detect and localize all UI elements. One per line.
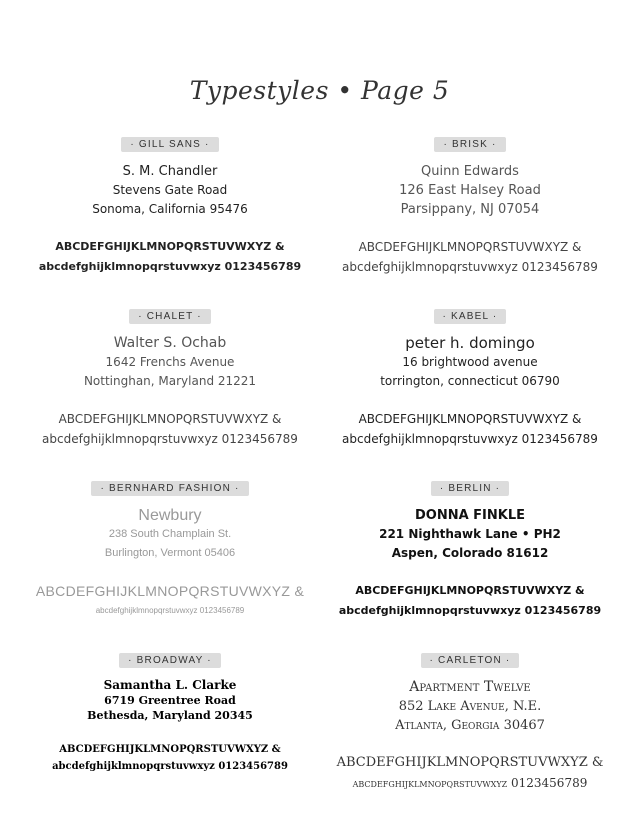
address-city: torrington, connecticut 06790 bbox=[380, 374, 560, 388]
uppercase-alphabet: ABCDEFGHIJKLMNOPQRSTUVWXYZ & bbox=[59, 744, 281, 755]
sample-address bbox=[20, 162, 320, 219]
specimen-kabel bbox=[320, 306, 620, 478]
address-street: 16 brightwood avenue bbox=[402, 355, 538, 369]
address-city: Parsippany, NJ 07054 bbox=[400, 202, 540, 217]
uppercase-alphabet: ABCDEFGHIJKLMNOPQRSTUVWXYZ & bbox=[58, 412, 282, 426]
address-name: Newbury bbox=[138, 507, 202, 524]
typeface-label: · GILL SANS · bbox=[121, 137, 218, 152]
address-street: 1642 Frenchs Avenue bbox=[105, 355, 235, 369]
address-name: Apartment Twelve bbox=[409, 679, 531, 695]
address-street: 238 South Champlain St. bbox=[108, 528, 232, 540]
address-city: Sonoma, California 95476 bbox=[92, 202, 248, 216]
address-name: Walter S. Ochab bbox=[113, 335, 227, 351]
page-title: Typestyles • Page 5 bbox=[189, 76, 450, 105]
address-street: 6719 Greentree Road bbox=[104, 694, 236, 707]
typeface-label: · KABEL · bbox=[434, 309, 507, 324]
uppercase-alphabet: ABCDEFGHIJKLMNOPQRSTUVWXYZ & bbox=[355, 584, 585, 597]
address-name: Quinn Edwards bbox=[421, 164, 519, 179]
address-city: Bethesda, Maryland 20345 bbox=[87, 709, 253, 722]
address-street: 126 East Halsey Road bbox=[399, 183, 541, 198]
uppercase-alphabet: ABCDEFGHIJKLMNOPQRSTUVWXYZ & bbox=[358, 412, 582, 426]
sample-address bbox=[320, 162, 620, 219]
lowercase-alphabet: abcdefghijklmnopqrstuvwxyz 0123456789 bbox=[342, 432, 598, 446]
lowercase-alphabet: abcdefghijklmnopqrstuvwxyz 0123456789 bbox=[352, 776, 588, 790]
typeface-label: · BROADWAY · bbox=[119, 653, 221, 668]
address-name: peter h. domingo bbox=[405, 334, 535, 352]
specimen-brisk bbox=[320, 134, 620, 306]
uppercase-alphabet: ABCDEFGHIJKLMNOPQRSTUVWXYZ & bbox=[336, 755, 604, 770]
uppercase-alphabet: ABCDEFGHIJKLMNOPQRSTUVWXYZ & bbox=[358, 240, 582, 254]
lowercase-alphabet: abcdefghijklmnopqrstuvwxyz 0123456789 bbox=[95, 606, 245, 615]
specimen-bernhard-fashion bbox=[20, 478, 320, 650]
alphabet-sample bbox=[320, 581, 620, 621]
lowercase-alphabet: abcdefghijklmnopqrstuvwxyz 0123456789 bbox=[338, 604, 602, 617]
address-city: Aspen, Colorado 81612 bbox=[391, 546, 549, 560]
sample-address bbox=[20, 506, 320, 563]
alphabet-sample bbox=[20, 237, 320, 277]
specimen-gill-sans bbox=[20, 134, 320, 306]
address-street: 221 Nighthawk Lane • PH2 bbox=[379, 527, 561, 541]
typeface-label: · CARLETON · bbox=[421, 653, 520, 668]
alphabet-sample bbox=[320, 237, 620, 277]
alphabet-sample bbox=[20, 409, 320, 449]
address-street: 852 Lake Avenue, N.E. bbox=[398, 699, 542, 714]
typeface-label: · BERLIN · bbox=[431, 481, 509, 496]
uppercase-alphabet: ABCDEFGHIJKLMNOPQRSTUVWXYZ & bbox=[35, 583, 305, 599]
typeface-label: · BERNHARD FASHION · bbox=[91, 481, 248, 496]
lowercase-alphabet: abcdefghijklmnopqrstuvwxyz 0123456789 bbox=[42, 432, 298, 446]
alphabet-sample bbox=[320, 753, 620, 793]
typeface-label: · CHALET · bbox=[129, 309, 211, 324]
address-street: Stevens Gate Road bbox=[112, 183, 228, 197]
address-city: Burlington, Vermont 05406 bbox=[104, 547, 236, 559]
alphabet-sample bbox=[20, 581, 320, 621]
specimen-berlin bbox=[320, 478, 620, 650]
address-name: DONNA FINKLE bbox=[414, 508, 526, 523]
sample-address bbox=[320, 334, 620, 391]
alphabet-sample bbox=[320, 409, 620, 449]
sample-address bbox=[320, 506, 620, 563]
specimen-broadway bbox=[20, 650, 320, 822]
address-name: S. M. Chandler bbox=[122, 164, 218, 179]
specimen-carleton bbox=[320, 650, 620, 822]
sample-address bbox=[20, 334, 320, 391]
lowercase-alphabet: abcdefghijklmnopqrstuvwxyz 0123456789 bbox=[342, 260, 598, 274]
sample-address bbox=[320, 678, 620, 735]
alphabet-sample bbox=[20, 741, 320, 775]
lowercase-alphabet: abcdefghijklmnopqrstuvwxyz 0123456789 bbox=[52, 761, 288, 772]
lowercase-alphabet: abcdefghijklmnopqrstuvwxyz 0123456789 bbox=[38, 260, 302, 273]
typeface-label: · BRISK · bbox=[434, 137, 505, 152]
address-city: Nottinghan, Maryland 21221 bbox=[83, 374, 257, 388]
specimen-chalet bbox=[20, 306, 320, 478]
address-city: Atlanta, Georgia 30467 bbox=[395, 718, 545, 733]
specimen-grid bbox=[20, 134, 620, 822]
uppercase-alphabet: ABCDEFGHIJKLMNOPQRSTUVWXYZ & bbox=[55, 240, 285, 253]
address-name: Samantha L. Clarke bbox=[103, 678, 237, 692]
sample-address bbox=[20, 678, 320, 723]
